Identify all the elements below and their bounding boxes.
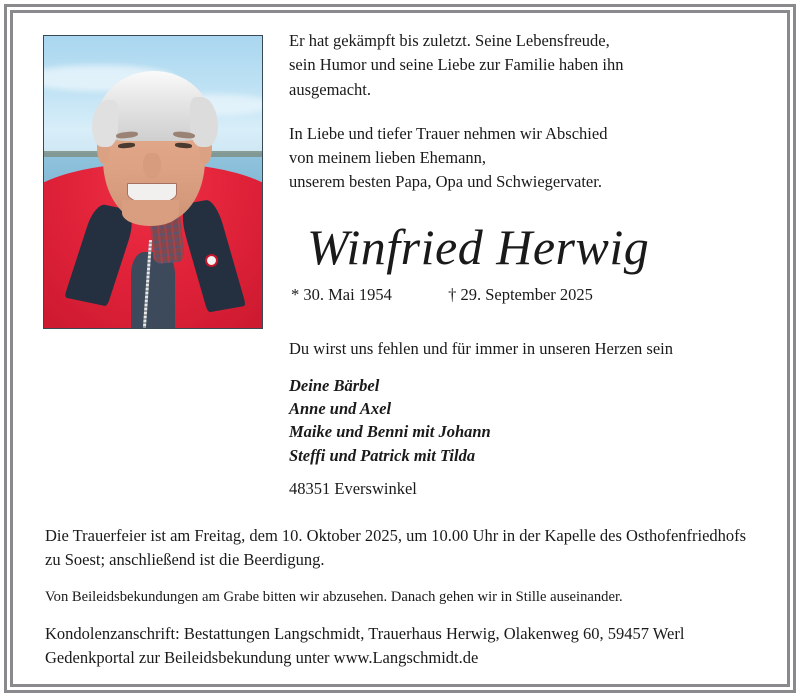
photo-shirt: [131, 252, 175, 328]
photo-nose: [143, 153, 160, 179]
frame-inner-border: [10, 10, 790, 687]
photo-chin: [122, 200, 179, 226]
intro-paragraph-2: In Liebe und tiefer Trauer nehmen wir Abschied von meinem lieben Ehemann, unserem besten Papa, Opa und Schwiegervater.: [289, 123, 608, 192]
death-symbol: †: [448, 284, 457, 304]
mourner-line: Anne und Axel: [289, 398, 392, 418]
frame-outer-border: [4, 4, 796, 693]
intro-paragraph-1: Er hat gekämpft bis zuletzt. Seine Lebensfreude, sein Humor und seine Liebe zur Familie haben ihn ausgemacht.: [289, 31, 624, 99]
mourner-line: Steffi und Patrick mit Tilda: [289, 445, 476, 465]
place-line: 48351 Everswinkel: [289, 479, 417, 499]
death-date: 29. September 2025: [460, 284, 593, 304]
mourner-line: Deine Bärbel: [289, 375, 380, 395]
birth-date: 30. Mai 1954: [303, 284, 392, 304]
mourners-list: [289, 374, 767, 468]
portrait-photo-container: [43, 35, 261, 329]
deceased-name: Winfried Herwig: [307, 218, 650, 275]
birth-symbol: *: [291, 284, 300, 304]
condolences-note: Von Beileidsbekundungen am Grabe bitten wir abzusehen. Danach gehen wir in Stille auseinander.: [45, 588, 623, 605]
mourner-line: Maike und Benni mit Johann: [289, 422, 491, 442]
ceremony-info: Die Trauerfeier ist am Freitag, dem 10. Oktober 2025, um 10.00 Uhr in der Kapelle des Osthofenfriedhofs zu Soest; anschließend ist die Beerdigung.: [45, 525, 747, 569]
portrait-photo: [43, 35, 263, 329]
life-dates: [291, 285, 767, 305]
farewell-line: Du wirst uns fehlen und für immer in unseren Herzen sein: [289, 338, 673, 358]
footer-section: [33, 524, 767, 674]
text-column: [261, 27, 767, 499]
photo-hair-side-left: [92, 100, 118, 147]
upper-section: [33, 27, 767, 499]
contact-info: Kondolenzanschrift: Bestattungen Langschmidt, Trauerhaus Herwig, Olakenweg 60, 59457 Werl Gedenkportal zur Beileidsbekundung unter www.Langschmidt.de: [45, 624, 685, 668]
notice-sheet: [13, 13, 787, 684]
